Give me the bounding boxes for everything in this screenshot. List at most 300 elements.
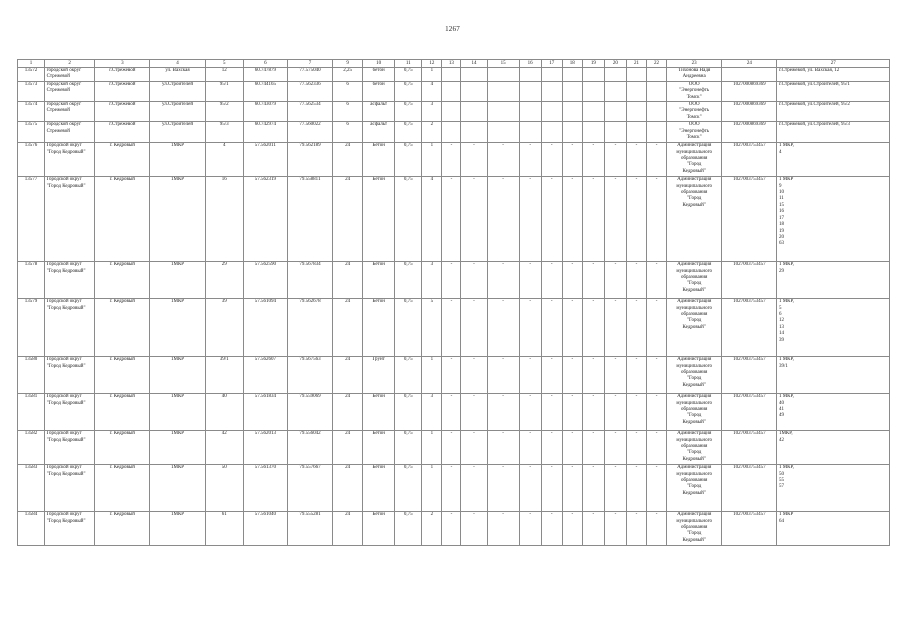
table-cell: 39/1 xyxy=(205,357,243,394)
table-cell: 77.560022 xyxy=(287,122,332,143)
table-cell: - xyxy=(647,177,667,262)
table-cell: 13581 xyxy=(18,394,45,431)
table-cell: - xyxy=(487,177,519,262)
table-cell: 6 xyxy=(333,81,363,101)
cell-line: 50 xyxy=(778,471,784,477)
table-cell: 13577 xyxy=(18,177,45,262)
column-header: 24 xyxy=(722,60,777,68)
table-cell: Бетон xyxy=(363,394,395,431)
cell-line: Городской округ xyxy=(46,431,82,437)
column-header: 18 xyxy=(562,60,582,68)
column-header: 5 xyxy=(205,60,243,68)
table-cell xyxy=(777,357,890,394)
table-cell: 1МКР xyxy=(150,177,205,262)
cell-line: Администрация xyxy=(677,299,712,305)
table-cell: 95/3 xyxy=(205,122,243,143)
cell-line: образования xyxy=(680,444,708,450)
table-cell xyxy=(519,102,541,122)
table-cell xyxy=(604,68,626,82)
table-cell: 3 xyxy=(422,262,442,299)
table-cell xyxy=(45,465,95,512)
table-cell: - xyxy=(562,299,582,357)
table-cell: - xyxy=(519,299,541,357)
table-cell: - xyxy=(487,394,519,431)
table-cell: 24 xyxy=(333,431,363,465)
cell-line: 57 xyxy=(778,484,784,490)
cell-line: "Город xyxy=(686,531,702,537)
table-cell: 57.561370 xyxy=(243,465,287,512)
cell-line: "Город Кедровый" xyxy=(46,437,86,443)
table-cell: 0,75 xyxy=(395,177,422,262)
table-cell xyxy=(667,357,722,394)
table-cell xyxy=(667,177,722,262)
table-cell: - xyxy=(604,394,626,431)
table-cell: 57.561040 xyxy=(243,512,287,546)
table-cell: 79.556042 xyxy=(287,431,332,465)
table-cell: 3 xyxy=(422,394,442,431)
table-cell: 39 xyxy=(205,299,243,357)
table-cell xyxy=(487,68,519,82)
table-cell: 57.561834 xyxy=(243,394,287,431)
cell-line: 5 xyxy=(778,305,782,311)
table-cell: 1027003753457 xyxy=(722,299,777,357)
table-cell: 0,75 xyxy=(395,465,422,512)
table-cell: г.Стрежевой, ул.Строителей, 95/2 xyxy=(777,102,890,122)
table-cell: г.Стрежевой xyxy=(95,122,150,143)
table-cell: 1027000869369 xyxy=(722,81,777,101)
table-cell: 79.558811 xyxy=(287,177,332,262)
table-cell: - xyxy=(461,143,487,177)
cell-line: Кедровый" xyxy=(682,202,706,208)
table-cell xyxy=(667,431,722,465)
cell-line: Кедровый" xyxy=(682,287,706,293)
table-cell: г. Кедровый xyxy=(95,394,150,431)
cell-line: 49 xyxy=(778,413,784,419)
table-cell xyxy=(626,122,646,143)
table-cell: г. Кедровый xyxy=(95,431,150,465)
table-cell: 6 xyxy=(333,122,363,143)
page-number: 1267 xyxy=(445,25,460,33)
cell-line: Администрация xyxy=(677,357,712,363)
table-cell: 1027003753457 xyxy=(722,143,777,177)
table-cell: 5 xyxy=(422,299,442,357)
table-cell xyxy=(45,299,95,357)
table-cell xyxy=(541,102,562,122)
table-cell: 13579 xyxy=(18,299,45,357)
table-cell: 13575 xyxy=(18,122,45,143)
table-cell: - xyxy=(442,262,461,299)
table-cell: 95/1 xyxy=(205,81,243,101)
table-row xyxy=(18,143,890,177)
table-cell: - xyxy=(442,143,461,177)
table-cell: - xyxy=(562,465,582,512)
cell-line: муниципального xyxy=(676,305,712,311)
table-cell: - xyxy=(604,143,626,177)
cell-line: "Город Кедровый" xyxy=(46,518,86,524)
table-cell xyxy=(626,81,646,101)
cell-line: Администрация xyxy=(677,431,712,437)
table-cell xyxy=(541,122,562,143)
table-cell: 24 xyxy=(333,357,363,394)
table-cell xyxy=(667,102,722,122)
table-cell: 60.742974 xyxy=(243,122,287,143)
table-cell: 24 xyxy=(333,177,363,262)
table-cell: - xyxy=(582,299,604,357)
table-cell: 50 xyxy=(205,465,243,512)
cell-line: Администрация xyxy=(677,262,712,268)
cell-line: Стрежевой xyxy=(46,108,70,114)
table-cell xyxy=(777,177,890,262)
table-cell: ул.Строителей xyxy=(150,102,205,122)
column-header: 20 xyxy=(604,60,626,68)
cell-line: 1 МКР xyxy=(778,512,794,518)
table-cell xyxy=(461,68,487,82)
table-cell: - xyxy=(604,177,626,262)
table-cell xyxy=(604,102,626,122)
cell-line: Кедровый" xyxy=(682,537,706,543)
table-cell: - xyxy=(562,512,582,546)
table-cell: 1027003753457 xyxy=(722,177,777,262)
table-cell: - xyxy=(582,394,604,431)
column-header: 23 xyxy=(667,60,722,68)
table-cell xyxy=(667,299,722,357)
table-cell: 0,75 xyxy=(395,431,422,465)
column-header: 13 xyxy=(442,60,461,68)
table-cell: - xyxy=(541,262,562,299)
table-cell xyxy=(519,122,541,143)
table-cell: 24 xyxy=(333,465,363,512)
table-cell: 24 xyxy=(333,394,363,431)
table-cell: 42 xyxy=(205,431,243,465)
table-cell: - xyxy=(519,512,541,546)
cell-line: образования xyxy=(680,275,708,281)
table-cell: - xyxy=(647,512,667,546)
cell-line: муниципального xyxy=(676,518,712,524)
table-cell: 77.562534 xyxy=(287,102,332,122)
table-cell: - xyxy=(626,262,646,299)
cell-line: Кедровый" xyxy=(682,324,706,330)
cell-line: "Город xyxy=(686,281,702,287)
table-cell: - xyxy=(461,357,487,394)
table-cell: 1027000869369 xyxy=(722,102,777,122)
cell-line: образования xyxy=(680,525,708,531)
table-cell: асфальт xyxy=(363,122,395,143)
cell-line: 9 xyxy=(778,183,782,189)
table-cell xyxy=(562,81,582,101)
cell-line: 20 xyxy=(778,234,784,240)
cell-line: Городской округ xyxy=(46,143,82,149)
cell-line: "Город xyxy=(686,450,702,456)
table-cell: г. Кедровый xyxy=(95,177,150,262)
table-cell: г.Стрежевой xyxy=(95,102,150,122)
table-body xyxy=(18,68,890,546)
table-cell xyxy=(442,122,461,143)
table-cell: 13572 xyxy=(18,68,45,82)
column-header: 27 xyxy=(777,60,890,68)
table-cell: - xyxy=(582,512,604,546)
column-header: 4 xyxy=(150,60,205,68)
table-cell: 1027003753457 xyxy=(722,262,777,299)
table-cell: 16 xyxy=(205,177,243,262)
table-cell: - xyxy=(487,143,519,177)
cell-line: "Город xyxy=(686,196,702,202)
table-cell: - xyxy=(626,143,646,177)
table-cell: 2 xyxy=(422,512,442,546)
cell-line: муниципального xyxy=(676,471,712,477)
cell-line: Администрация xyxy=(677,394,712,400)
table-cell: - xyxy=(647,143,667,177)
table-cell: 1 xyxy=(422,68,442,82)
cell-line: "Город Кедровый" xyxy=(46,400,86,406)
table-cell: - xyxy=(461,512,487,546)
table-cell: - xyxy=(461,299,487,357)
cell-line: ООО xyxy=(688,102,700,108)
table-cell: ул.Строителей xyxy=(150,122,205,143)
table-cell: - xyxy=(626,394,646,431)
table-cell: 6 xyxy=(333,102,363,122)
table-cell: 57.562590 xyxy=(243,262,287,299)
table-cell: - xyxy=(487,512,519,546)
table-cell: 1МКР xyxy=(150,512,205,546)
table-cell: - xyxy=(604,512,626,546)
table-cell: - xyxy=(487,357,519,394)
cell-line: 1 МКР, xyxy=(778,357,794,363)
table-cell: 0,75 xyxy=(395,262,422,299)
table-cell: 77.562336 xyxy=(287,81,332,101)
table-row xyxy=(18,81,890,101)
table-cell: Бетон xyxy=(363,262,395,299)
table-cell: 60.744165 xyxy=(243,81,287,101)
column-header: 11 xyxy=(395,60,422,68)
cell-line: городской округ xyxy=(46,68,82,73)
table-cell xyxy=(541,68,562,82)
cell-line: Администрация xyxy=(677,143,712,149)
table-cell xyxy=(667,262,722,299)
cell-line: городской округ xyxy=(46,122,82,128)
table-cell xyxy=(541,81,562,101)
table-cell: г. Кедровый xyxy=(95,357,150,394)
table-cell: 77.575040 xyxy=(287,68,332,82)
table-cell xyxy=(45,81,95,101)
table-cell: 57.562319 xyxy=(243,177,287,262)
cell-line: 11 xyxy=(778,196,784,202)
table-cell xyxy=(604,81,626,101)
table-cell xyxy=(667,143,722,177)
cell-line: 12 xyxy=(778,318,784,324)
table-cell: - xyxy=(647,394,667,431)
table-cell: 1027003753457 xyxy=(722,512,777,546)
table-cell xyxy=(582,122,604,143)
cell-line: Тихонова Надя xyxy=(678,68,711,73)
cell-line: "Город xyxy=(686,162,702,168)
table-cell: - xyxy=(604,262,626,299)
table-cell: 24 xyxy=(333,512,363,546)
cell-line: "Энергонефть xyxy=(679,128,710,134)
cell-line: 6 xyxy=(778,312,782,318)
table-cell: - xyxy=(626,465,646,512)
column-header: 17 xyxy=(541,60,562,68)
table-cell: - xyxy=(541,143,562,177)
cell-line: 41 xyxy=(778,407,784,413)
cell-line: муниципального xyxy=(676,437,712,443)
table-cell xyxy=(45,143,95,177)
table-cell: 0,75 xyxy=(395,102,422,122)
table-cell: 1027003753457 xyxy=(722,394,777,431)
table-cell: 0,75 xyxy=(395,68,422,82)
cell-line: "Город xyxy=(686,318,702,324)
cell-line: образования xyxy=(680,478,708,484)
table-cell: 79.562189 xyxy=(287,143,332,177)
table-cell: - xyxy=(461,262,487,299)
cell-line: "Город xyxy=(686,413,702,419)
table-cell xyxy=(777,431,890,465)
table-cell xyxy=(647,122,667,143)
table-cell xyxy=(667,81,722,101)
cell-line: образования xyxy=(680,312,708,318)
cell-line: 15 xyxy=(778,202,784,208)
table-row xyxy=(18,394,890,431)
table-cell: - xyxy=(541,299,562,357)
column-header: 19 xyxy=(582,60,604,68)
table-cell: 95/2 xyxy=(205,102,243,122)
cell-line: 1 МКР, xyxy=(778,143,794,149)
table-cell: Бетон xyxy=(363,299,395,357)
table-cell xyxy=(647,102,667,122)
table-cell xyxy=(442,102,461,122)
table-cell: 1 xyxy=(422,357,442,394)
table-cell: г.Стрежевой xyxy=(95,81,150,101)
cell-line: Томск" xyxy=(686,114,702,120)
cell-line: ООО xyxy=(688,122,700,128)
cell-line: 1МКР, xyxy=(778,431,793,437)
table-cell: - xyxy=(461,177,487,262)
table-cell: 0,75 xyxy=(395,143,422,177)
table-cell xyxy=(45,357,95,394)
table-cell: - xyxy=(519,465,541,512)
cell-line: "Город Кедровый" xyxy=(46,183,86,189)
cell-line: городской округ xyxy=(46,102,82,108)
cell-line: муниципального xyxy=(676,183,712,189)
cell-line: Стрежевой xyxy=(46,74,70,80)
cell-line: "Энергонефть xyxy=(679,108,710,114)
table-cell xyxy=(777,465,890,512)
table-cell: 13578 xyxy=(18,262,45,299)
table-cell xyxy=(487,122,519,143)
table-cell: - xyxy=(519,177,541,262)
cell-line: 14 xyxy=(778,331,784,337)
table-cell xyxy=(777,143,890,177)
table-cell: - xyxy=(487,299,519,357)
cell-line: Стрежевой xyxy=(46,88,70,94)
table-cell: - xyxy=(604,299,626,357)
table-cell: - xyxy=(519,143,541,177)
table-cell: - xyxy=(647,299,667,357)
cell-line: 1 МКР, xyxy=(778,299,794,305)
table-cell: 0,75 xyxy=(395,394,422,431)
table-cell: - xyxy=(604,465,626,512)
table-cell: 4 xyxy=(205,143,243,177)
table-cell: 1027000869369 xyxy=(722,122,777,143)
column-header: 14 xyxy=(461,60,487,68)
table-cell: 0,75 xyxy=(395,299,422,357)
table-row xyxy=(18,102,890,122)
cell-line: 1 МКР, xyxy=(778,465,794,471)
table-cell: ул. Вахская xyxy=(150,68,205,82)
table-cell: 13582 xyxy=(18,431,45,465)
table-cell: 40 xyxy=(205,394,243,431)
table-cell xyxy=(442,68,461,82)
table-cell xyxy=(667,465,722,512)
table-cell: 1027003753457 xyxy=(722,465,777,512)
table-cell: 0,75 xyxy=(395,357,422,394)
column-header: 12 xyxy=(422,60,442,68)
table-cell: г. Кедровый xyxy=(95,512,150,546)
table-cell: 57.562607 xyxy=(243,357,287,394)
cell-line: образования xyxy=(680,407,708,413)
table-cell: 1МКР xyxy=(150,465,205,512)
cell-line: Андреевна xyxy=(682,74,706,80)
cell-line: Городской округ xyxy=(46,357,82,363)
table-cell: - xyxy=(582,177,604,262)
table-cell: 1027003753457 xyxy=(722,357,777,394)
cell-line: 10 xyxy=(778,190,784,196)
table-cell xyxy=(582,81,604,101)
table-cell: Бетон xyxy=(363,431,395,465)
cell-line: Кедровый" xyxy=(682,382,706,388)
table-cell: - xyxy=(647,431,667,465)
table-cell: - xyxy=(562,431,582,465)
table-cell: 3 xyxy=(422,102,442,122)
table-cell: г. Кедровый xyxy=(95,299,150,357)
table-row xyxy=(18,299,890,357)
table-cell: - xyxy=(519,262,541,299)
cell-line: Кедровый" xyxy=(682,419,706,425)
table-cell xyxy=(461,122,487,143)
table-cell: 79.567834 xyxy=(287,262,332,299)
column-header: 6 xyxy=(243,60,287,68)
table-cell xyxy=(45,177,95,262)
cell-line: 40 xyxy=(778,400,784,406)
table-cell: - xyxy=(442,357,461,394)
table-cell: - xyxy=(461,431,487,465)
table-cell xyxy=(777,394,890,431)
cell-line: муниципального xyxy=(676,363,712,369)
table-cell: 24 xyxy=(333,299,363,357)
cell-line: Городской округ xyxy=(46,512,82,518)
table-cell xyxy=(519,68,541,82)
cell-line: Администрация xyxy=(677,177,712,183)
table-cell: г.Стрежевой xyxy=(95,68,150,82)
cell-line: муниципального xyxy=(676,268,712,274)
table-cell: 1027003753457 xyxy=(722,431,777,465)
table-cell: Бетон xyxy=(363,177,395,262)
column-header: 10 xyxy=(363,60,395,68)
cell-line: Кедровый" xyxy=(682,168,706,174)
table-cell: - xyxy=(519,357,541,394)
table-cell: - xyxy=(541,431,562,465)
column-header: 1 xyxy=(18,60,45,68)
table-cell: - xyxy=(647,357,667,394)
table-cell: - xyxy=(487,262,519,299)
table-cell: - xyxy=(647,262,667,299)
table-cell xyxy=(45,68,95,82)
table-cell: - xyxy=(582,431,604,465)
table-cell: 79.557667 xyxy=(287,465,332,512)
table-cell xyxy=(777,299,890,357)
table-cell: - xyxy=(582,143,604,177)
table-cell: 60.743079 xyxy=(243,102,287,122)
cell-line: муниципального xyxy=(676,400,712,406)
